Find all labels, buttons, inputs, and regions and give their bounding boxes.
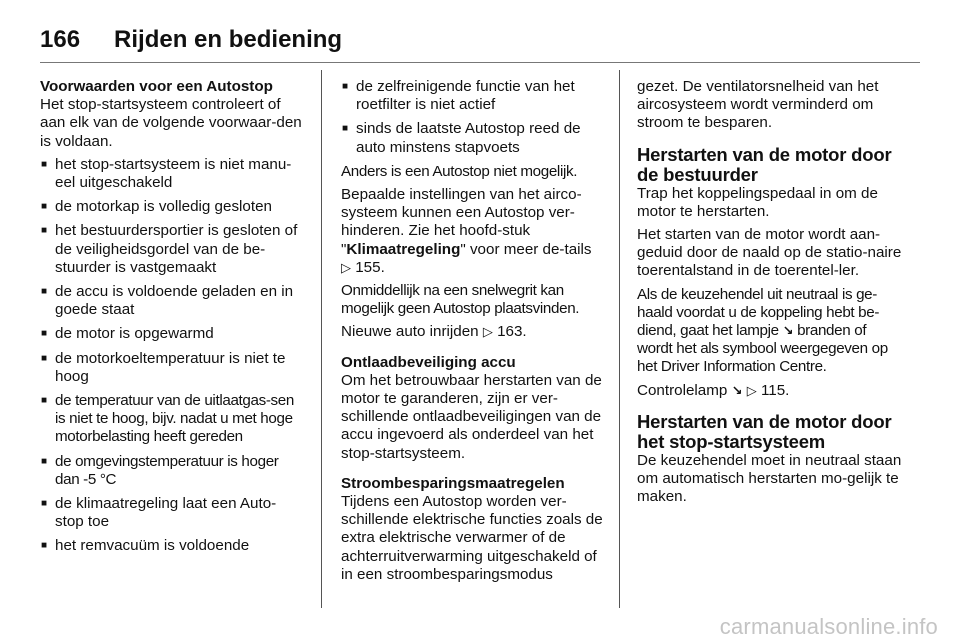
section-heading: Voorwaarden voor een Autostop: [40, 78, 273, 95]
list-item: ■ het bestuurdersportier is gesloten of de veiligheidsgordel van de be-stuurder is vastgemaakt: [40, 222, 304, 277]
list-item: ■ de motorkoeltemperatuur is niet te hoog: [40, 350, 304, 386]
section-heading: Herstarten van de motor door het stop-startsysteem: [637, 410, 892, 452]
list-item: ■ de temperatuur van de uitlaatgas-sen is niet te hoog, bijv. nadat u met hoge motorbelasting heeft gereden: [40, 392, 304, 447]
page-reference: 163.: [497, 323, 527, 341]
page-number: 166: [40, 26, 81, 53]
ref-arrow-icon: ▷: [482, 324, 493, 340]
paragraph: De keuzehendel moet in neutraal staan om automatisch herstarten mo-gelijk te maken.: [637, 451, 902, 506]
paragraph: Het stop-startsysteem controleert of aan elk van de volgende voorwaar-den is voldaan.: [40, 96, 302, 150]
paragraph: Anders is een Autostop niet mogelijk.: [341, 162, 578, 180]
ref-arrow-icon: ▷: [341, 259, 351, 275]
chapter-link-text: Klimaatregeling: [346, 240, 461, 258]
page-reference: 115.: [760, 381, 790, 399]
paragraph: Het starten van de motor wordt aan-geduid door de naald op de statio-naire toerentalstand in de toerentel-ler.: [637, 226, 902, 280]
autostop-lamp-icon: ↘: [731, 382, 743, 398]
column-middle: [341, 78, 605, 589]
list-item: ■ de omgevingstemperatuur is hoger dan -5 °C: [40, 453, 304, 489]
page-reference: 155.: [355, 258, 385, 276]
list-item: ■ de zelfreinigende functie van het roetfilter is niet actief: [341, 78, 605, 114]
list-item: ■ het remvacuüm is voldoende: [40, 537, 304, 555]
list-item: ■ sinds de laatste Autostop reed de auto minstens stapvoets: [341, 120, 605, 156]
paragraph: Bepaalde instellingen van het airco-systeem kunnen een Autostop ver-hinderen. Zie het hoofd-stuk "Klimaatregeling" voor meer de-tails ▷ 155.: [341, 186, 592, 276]
paragraph: Om het betrouwbaar herstarten van de motor te garanderen, zijn er ver-schillende ontlaadbeveiligingen van de accu ingevoerd als onderdeel van het stop-startsysteem.: [341, 371, 602, 462]
list-item: ■ de klimaatregeling laat een Auto-stop toe: [40, 495, 304, 531]
header-divider: [40, 62, 920, 63]
paragraph: Controlelamp ↘ ▷ 115.: [637, 381, 790, 399]
column-left: [40, 78, 304, 562]
watermark: carmanualsonline.info: [719, 614, 938, 639]
paragraph: Als de keuzehendel uit neutraal is ge-haald voordat u de koppeling hebt be-diend, gaat het lampje ↘ branden of wordt het als symbool weergegeven op het Driver Information Centre.: [637, 285, 888, 376]
column-divider: [619, 70, 620, 608]
paragraph: gezet. De ventilatorsnelheid van het aircosysteem wordt verminderd om stroom te besparen.: [637, 78, 879, 132]
section-heading: Herstarten van de motor door de bestuurder: [637, 143, 892, 185]
paragraph: Trap het koppelingspedaal in om de motor te herstarten.: [637, 184, 878, 220]
condition-list: [40, 156, 304, 556]
list-item: ■ de motorkap is volledig gesloten: [40, 198, 304, 216]
section-heading: Ontlaadbeveiliging accu: [341, 353, 516, 371]
list-item: ■ de accu is voldoende geladen en in goede staat: [40, 283, 304, 319]
list-item: ■ het stop-startsysteem is niet manu-eel uitgeschakeld: [40, 156, 304, 192]
ref-arrow-icon: ▷: [746, 382, 757, 398]
column-right: [637, 78, 903, 511]
page-header: [40, 20, 920, 60]
section-heading: Stroombesparingsmaatregelen: [341, 474, 565, 492]
condition-list-continued: [341, 78, 605, 157]
autostop-lamp-icon: ↘: [782, 323, 794, 339]
paragraph: Onmiddellijk na een snelwegrit kan mogelijk geen Autostop plaatsvinden.: [341, 282, 580, 318]
paragraph: Nieuwe auto inrijden ▷ 163.: [341, 323, 527, 341]
list-item: ■ de motor is opgewarmd: [40, 325, 304, 343]
paragraph: Tijdens een Autostop worden ver-schillende elektrische functies zoals de extra elektrische verwarmer of de achterruitverwarming uitgeschakeld of in een stroombesparingsmodus: [341, 493, 603, 583]
page-title: Rijden en bediening: [114, 26, 343, 53]
column-divider: [321, 70, 322, 608]
